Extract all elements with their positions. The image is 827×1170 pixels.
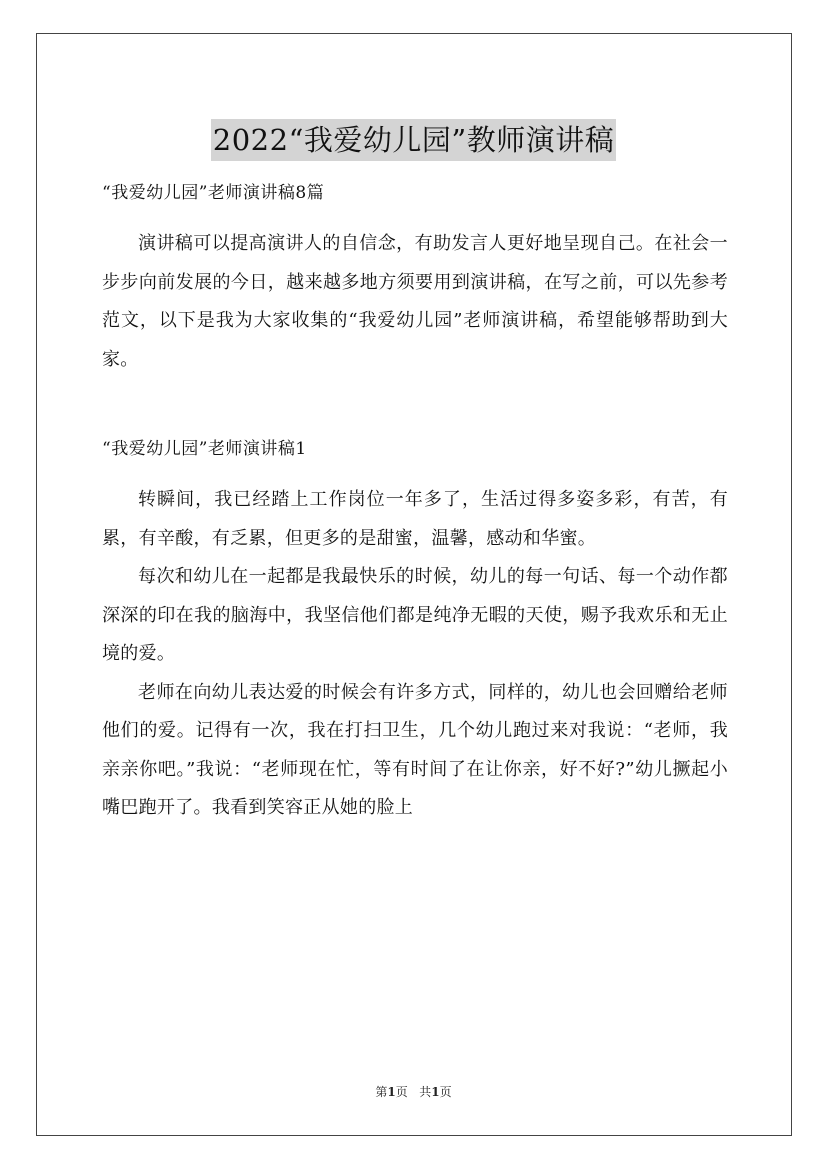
document-title: 2022“我爱幼儿园”教师演讲稿: [211, 119, 616, 161]
title-container: [0, 100, 827, 181]
document-subtitle: “我爱幼儿园”老师演讲稿8篇: [102, 183, 325, 203]
page-footer: [0, 1083, 827, 1100]
section-heading: “我爱幼儿园”老师演讲稿1: [102, 439, 307, 459]
page-label-suffix: 页: [395, 1085, 408, 1099]
total-label-suffix: 页: [439, 1085, 452, 1099]
page-number: 1: [387, 1085, 396, 1099]
total-pages: 1: [431, 1085, 440, 1099]
body-paragraph: 老师在向幼儿表达爱的时候会有许多方式，同样的，幼儿也会回赠给老师他们的爱。记得有一次，我在打扫卫生，几个幼儿跑过来对我说：“老师，我亲亲你吧。”我说：“老师现在忙，等有时间了在让你亲，好不好?”幼儿撅起小嘴巴跑开了。我看到笑容正从她的脸上: [102, 681, 728, 818]
page-label-prefix: 第: [375, 1085, 388, 1099]
body-paragraph: 每次和幼儿在一起都是我最快乐的时候，幼儿的每一句话、每一个动作都深深的印在我的脑海中，我坚信他们都是纯净无暇的天使，赐予我欢乐和无止境的爱。: [102, 566, 728, 664]
body-paragraph: 转瞬间，我已经踏上工作岗位一年多了，生活过得多姿多彩，有苦，有累，有辛酸，有乏累，但更多的是甜蜜，温馨，感动和华蜜。: [102, 489, 728, 549]
document-body: [102, 175, 728, 828]
total-label-prefix: 共: [419, 1085, 432, 1099]
intro-paragraph: 演讲稿可以提高演讲人的自信念，有助发言人更好地呈现自己。在社会一步步向前发展的今日，越来越多地方须要用到演讲稿，在写之前，可以先参考范文，以下是我为大家收集的“我爱幼儿园”老师演讲稿，希望能够帮助到大家。: [102, 233, 728, 370]
